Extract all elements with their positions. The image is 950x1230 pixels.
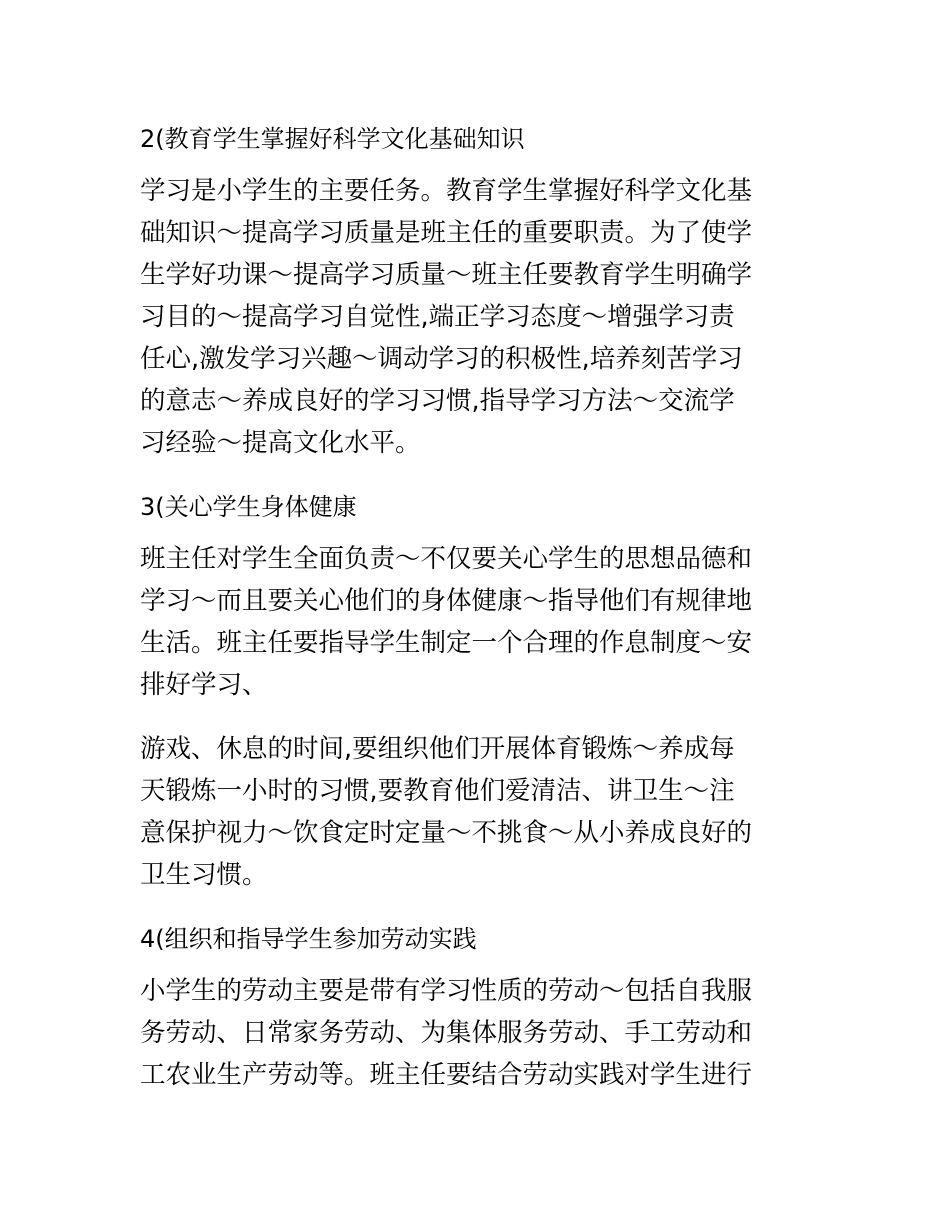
text-line: 天锻炼一小时的习惯,要教育他们爱清洁、讲卫生～注 <box>140 776 735 806</box>
text-line: 务劳动、日常家务劳动、为集体服务劳动、手工劳动和 <box>140 1018 753 1048</box>
section-heading-4: 4(组织和指导学生参加劳动实践 <box>140 925 477 953</box>
section-heading-2: 2(教育学生掌握好科学文化基础知识 <box>140 125 525 153</box>
paragraph-habits <box>140 728 810 896</box>
text-line: 游戏、休息的时间,要组织他们开展体育锻炼～养成每 <box>140 734 735 764</box>
text-line: 班主任对学生全面负责～不仅要关心学生的思想品德和 <box>140 544 753 574</box>
paragraph-health <box>140 538 810 706</box>
text-line: 学习～而且要关心他们的身体健康～指导他们有规律地 <box>140 586 753 616</box>
text-line: 工农业生产劳动等。班主任要结合劳动实践对学生进行 <box>140 1060 753 1090</box>
section-heading-3: 3(关心学生身体健康 <box>140 493 357 521</box>
text-line: 生学好功课～提高学习质量～班主任要教育学生明确学 <box>140 260 753 290</box>
document-page <box>140 118 810 1118</box>
text-line: 卫生习惯。 <box>140 860 268 890</box>
text-line: 习经验～提高文化水平。 <box>140 428 421 458</box>
text-line: 排好学习、 <box>140 670 268 700</box>
text-line: 意保护视力～饮食定时定量～不挑食～从小养成良好的 <box>140 818 753 848</box>
paragraph-study <box>140 170 810 464</box>
paragraph-labor <box>140 970 810 1096</box>
text-line: 习目的～提高学习自觉性,端正学习态度～增强学习责 <box>140 302 735 332</box>
text-line: 的意志～养成良好的学习习惯,指导学习方法～交流学 <box>140 386 735 416</box>
text-line: 任心,激发学习兴趣～调动学习的积极性,培养刻苦学习 <box>140 344 743 374</box>
text-line: 生活。班主任要指导学生制定一个合理的作息制度～安 <box>140 628 753 658</box>
text-line: 小学生的劳动主要是带有学习性质的劳动～包括自我服 <box>140 976 753 1006</box>
text-line: 础知识～提高学习质量是班主任的重要职责。为了使学 <box>140 218 753 248</box>
text-line: 学习是小学生的主要任务。教育学生掌握好科学文化基 <box>140 176 753 206</box>
